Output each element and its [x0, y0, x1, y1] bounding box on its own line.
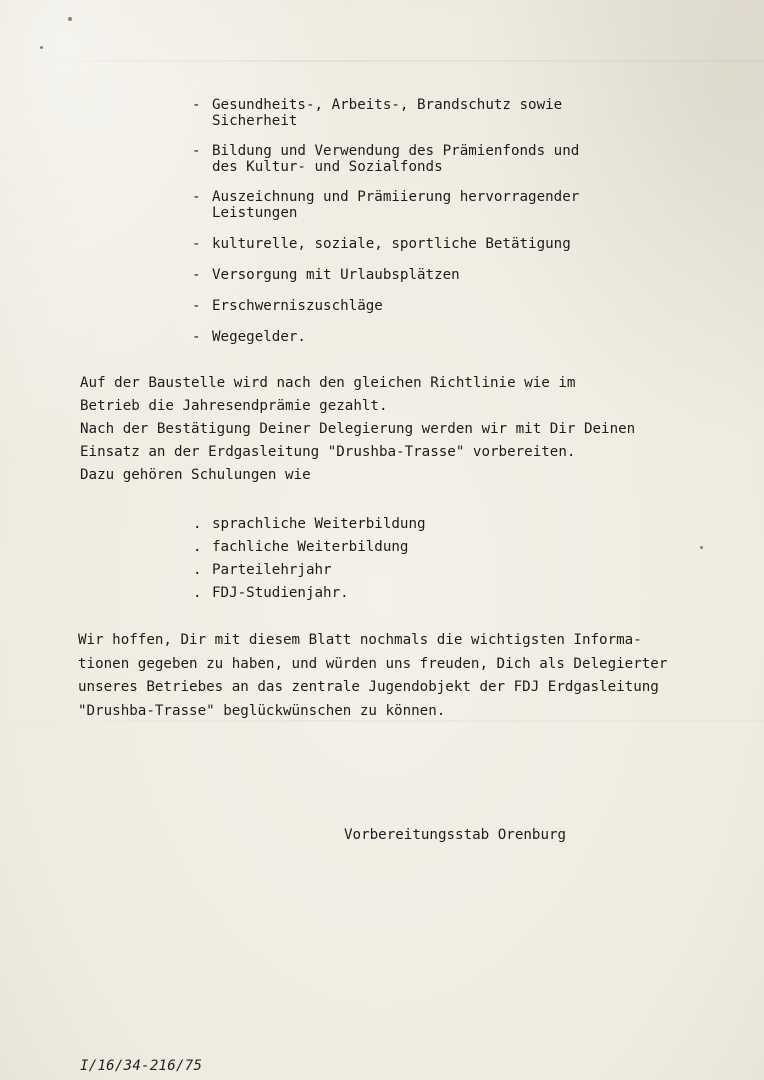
list-item-text: sprachliche Weiterbildung	[212, 516, 426, 532]
list-item-line: Sicherheit	[212, 113, 298, 129]
paragraph-line: unseres Betriebes an das zentrale Jugendobjekt der FDJ Erdgasleitung	[78, 679, 659, 695]
list-item-text: Parteilehrjahr	[212, 562, 332, 578]
paper-crease	[0, 60, 764, 62]
list-item-text: fachliche Weiterbildung	[212, 539, 409, 555]
closing-paragraph	[78, 629, 748, 723]
list-item	[193, 513, 593, 536]
reference-number: I/16/34-216/75	[80, 1058, 203, 1074]
paragraph-line: Auf der Baustelle wird nach den gleichen Richtlinie wie im	[80, 375, 576, 391]
list-item	[192, 143, 662, 189]
paper-speck	[40, 46, 43, 49]
paragraph-line: Dazu gehören Schulungen wie	[80, 467, 311, 483]
list-item	[192, 267, 662, 298]
list-item-line: Gesundheits-, Arbeits-, Brandschutz sowie	[212, 97, 563, 113]
dot-bullet: .	[193, 585, 202, 601]
paragraph-line: Nach der Bestätigung Deiner Delegierung werden wir mit Dir Deinen	[80, 421, 636, 437]
dash-bullet: -	[192, 97, 201, 113]
list-item	[192, 298, 662, 329]
list-item-text: FDJ-Studienjahr.	[212, 585, 349, 601]
dot-bullet: .	[193, 539, 202, 555]
dash-bullet: -	[192, 189, 201, 205]
list-item-line: Bildung und Verwendung des Prämienfonds und	[212, 143, 580, 159]
paragraph-line: Einsatz an der Erdgasleitung "Drushba-Trasse" vorbereiten.	[80, 444, 576, 460]
list-item	[193, 536, 593, 559]
paragraph-line: "Drushba-Trasse" beglückwünschen zu können.	[78, 702, 446, 719]
dash-bullet: -	[192, 298, 201, 314]
list-item-line: Leistungen	[212, 205, 298, 221]
list-item-line: Erschwerniszuschläge	[212, 298, 383, 314]
list-item	[192, 97, 662, 143]
list-item	[192, 329, 662, 360]
dash-bullet: -	[192, 143, 201, 159]
dash-bullet: -	[192, 267, 201, 283]
paragraph-line: Betrieb die Jahresendprämie gezahlt.	[80, 398, 388, 414]
dash-list	[192, 97, 662, 360]
list-item-line: kulturelle, soziale, sportliche Betätigung	[212, 236, 571, 252]
list-item-line: Wegegelder.	[212, 329, 306, 345]
list-item	[193, 559, 593, 582]
list-item-line: Auszeichnung und Prämiierung hervorragender	[212, 189, 580, 205]
dash-bullet: -	[192, 236, 201, 252]
paper-speck	[700, 546, 703, 549]
paper-speck	[68, 17, 72, 21]
list-item-line: des Kultur- und Sozialfonds	[212, 159, 443, 175]
body-paragraph	[80, 372, 740, 487]
list-item	[192, 236, 662, 267]
list-item	[193, 582, 593, 605]
training-list	[193, 513, 593, 605]
dash-bullet: -	[192, 329, 201, 345]
list-item-line: Versorgung mit Urlaubsplätzen	[212, 267, 460, 283]
list-item	[192, 189, 662, 235]
dot-bullet: .	[193, 562, 202, 578]
paragraph-line: Wir hoffen, Dir mit diesem Blatt nochmals die wichtigsten Informa-	[78, 632, 642, 648]
dot-bullet: .	[193, 516, 202, 532]
signature-line: Vorbereitungsstab Orenburg	[344, 827, 567, 843]
paragraph-line: tionen gegeben zu haben, und würden uns freuden, Dich als Delegierter	[78, 655, 668, 672]
